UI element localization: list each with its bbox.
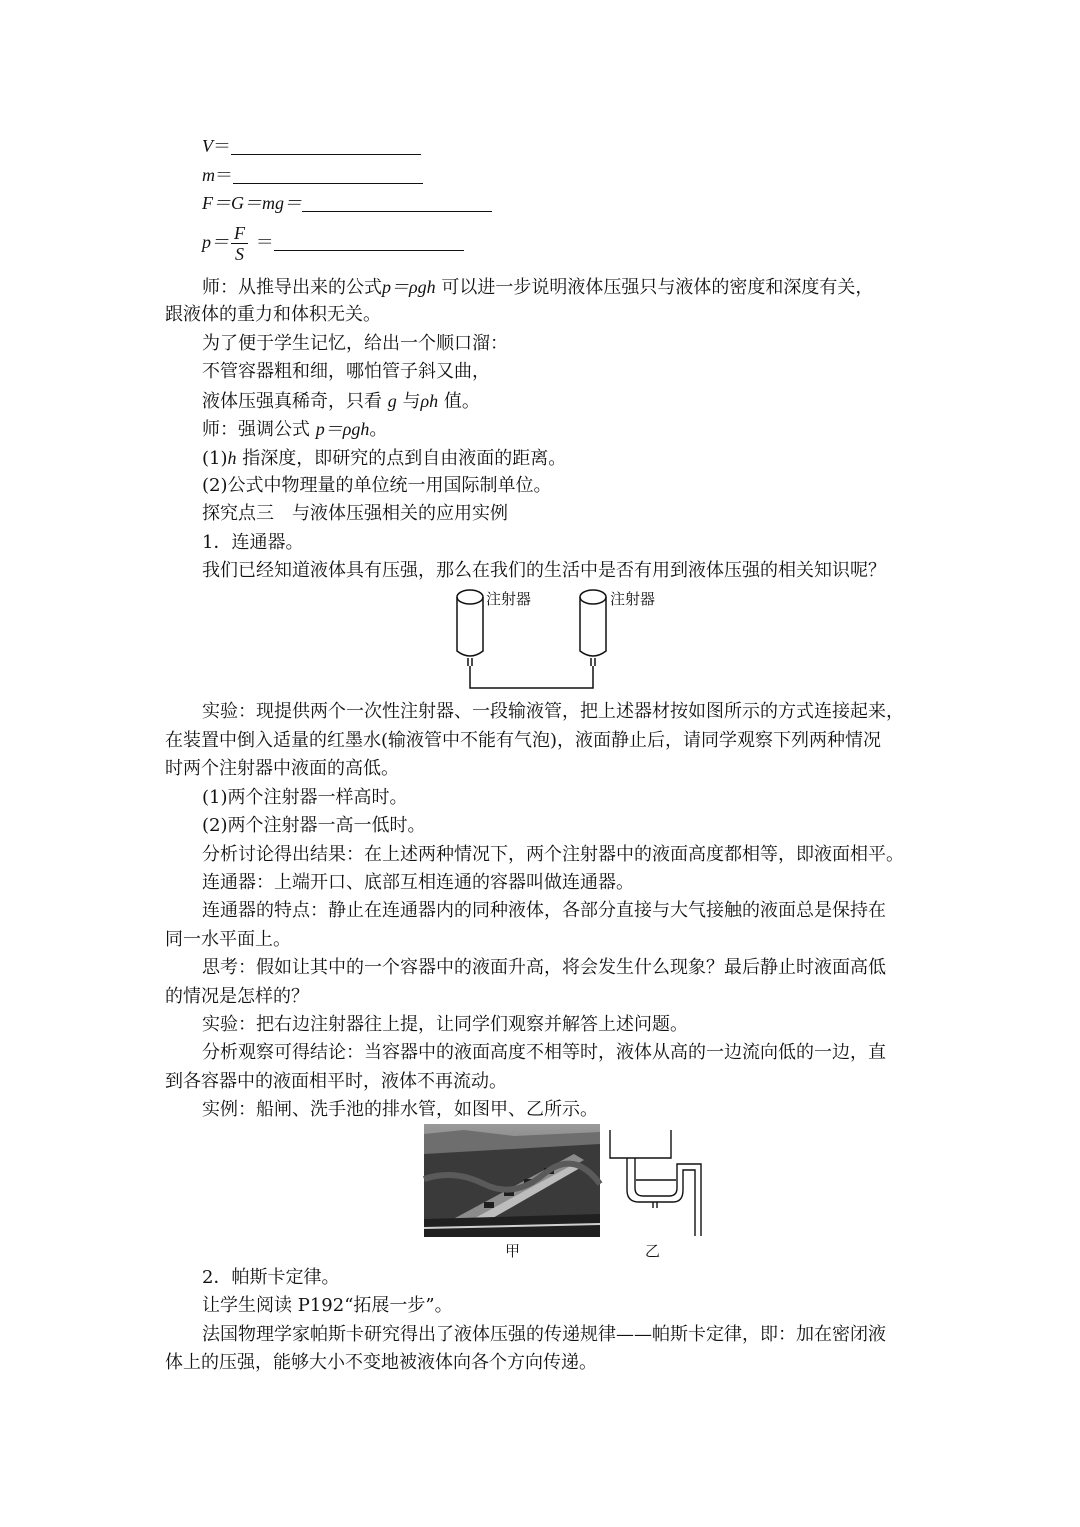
paragraph: 不管容器粗和细，哪怕管子斜又曲， (202, 361, 490, 382)
formula-m: m＝ (202, 161, 423, 190)
answer-blank (302, 193, 492, 212)
paragraph: 同一水平面上。 (165, 929, 291, 950)
caption-yi: 乙 (645, 1242, 661, 1260)
paragraph: 师：强调公式 p＝ρgh。 (202, 419, 388, 440)
paragraph: 液体压强真稀奇，只看 g 与ρh 值。 (202, 391, 480, 412)
left-syringe-nozzle (468, 658, 472, 666)
caption-jia: 甲 (505, 1242, 521, 1260)
connecting-tube (470, 666, 593, 688)
paragraph: (2)公式中物理量的单位统一用国际制单位。 (202, 475, 552, 496)
paragraph: 让学生阅读 P192“拓展一步”。 (202, 1295, 453, 1316)
trap-outer (627, 1158, 695, 1236)
paragraph: 连通器：上端开口、底部互相连通的容器叫做连通器。 (202, 872, 634, 893)
left-syringe-top (457, 590, 483, 604)
paragraph: 分析讨论得出结果：在上述两种情况下，两个注射器中的液面高度都相等，即液面相平。 (202, 844, 904, 865)
formula-f: F＝G＝mg＝ (202, 189, 492, 218)
paragraph: 体上的压强，能够大小不变地被液体向各个方向传递。 (165, 1352, 597, 1373)
syringe-label-left: 注射器 (486, 590, 532, 608)
right-syringe-top (580, 590, 606, 604)
answer-blank (274, 232, 464, 251)
paragraph: 法国物理学家帕斯卡研究得出了液体压强的传递规律——帕斯卡定律，即：加在密闭液 (202, 1324, 886, 1345)
paragraph: (1)两个注射器一样高时。 (202, 787, 408, 808)
paragraph: 思考：假如让其中的一个容器中的液面升高，将会发生什么现象？最后静止时液面高低 (202, 957, 886, 978)
paragraph: 实例：船闸、洗手池的排水管，如图甲、乙所示。 (202, 1099, 598, 1120)
paragraph: 我们已经知道液体具有压强，那么在我们的生活中是否有用到液体压强的相关知识呢？ (202, 560, 886, 581)
subsection-heading: 2．帕斯卡定律。 (202, 1267, 340, 1288)
syringe-label-right: 注射器 (610, 590, 656, 608)
formula-v: V＝ (202, 132, 421, 161)
left-syringe-body (457, 597, 483, 656)
paragraph: (2)两个注射器一高一低时。 (202, 815, 426, 836)
right-syringe-body (580, 597, 606, 656)
paragraph: 师：从推导出来的公式p＝ρgh 可以进一步说明液体压强只与液体的密度和深度有关， (202, 277, 874, 298)
paragraph: 连通器的特点：静止在连通器内的同种液体，各部分直接与大气接触的液面总是保持在 (202, 900, 886, 921)
sink-drain-diagram (605, 1128, 705, 1238)
formula-p: p＝ $\frac{F}{S}$ ＝ (202, 220, 464, 265)
paragraph: (1)h 指深度，即研究的点到自由液面的距离。 (202, 448, 567, 469)
answer-blank (231, 136, 421, 155)
ship-lock-photo (424, 1124, 600, 1237)
paragraph: 实验：现提供两个一次性注射器、一段输液管，把上述器材按如图所示的方式连接起来， (202, 701, 904, 722)
subsection-heading: 1．连通器。 (202, 532, 304, 553)
paragraph: 分析观察可得结论：当容器中的液面高度不相等时，液体从高的一边流向低的一边，直 (202, 1042, 886, 1063)
paragraph: 为了便于学生记忆，给出一个顺口溜： (202, 333, 508, 354)
paragraph: 在装置中倒入适量的红墨水(输液管中不能有气泡)，液面静止后，请同学观察下列两种情况 (165, 730, 882, 751)
section-heading: 探究点三 与液体压强相关的应用实例 (202, 503, 508, 524)
basin-wall (610, 1130, 671, 1158)
paragraph: 到各容器中的液面相平时，液体不再流动。 (165, 1071, 507, 1092)
syringe-diagram (440, 585, 700, 695)
paragraph: 实验：把右边注射器往上提，让同学们观察并解答上述问题。 (202, 1014, 688, 1035)
fraction: $\frac{F}{S}$ (231, 223, 248, 264)
right-syringe-nozzle (591, 658, 595, 666)
paragraph: 的情况是怎样的？ (165, 986, 309, 1007)
paragraph: 跟液体的重力和体积无关。 (165, 304, 381, 325)
answer-blank (233, 165, 423, 184)
drain-stub (653, 1202, 657, 1208)
paragraph: 时两个注射器中液面的高低。 (165, 758, 399, 779)
